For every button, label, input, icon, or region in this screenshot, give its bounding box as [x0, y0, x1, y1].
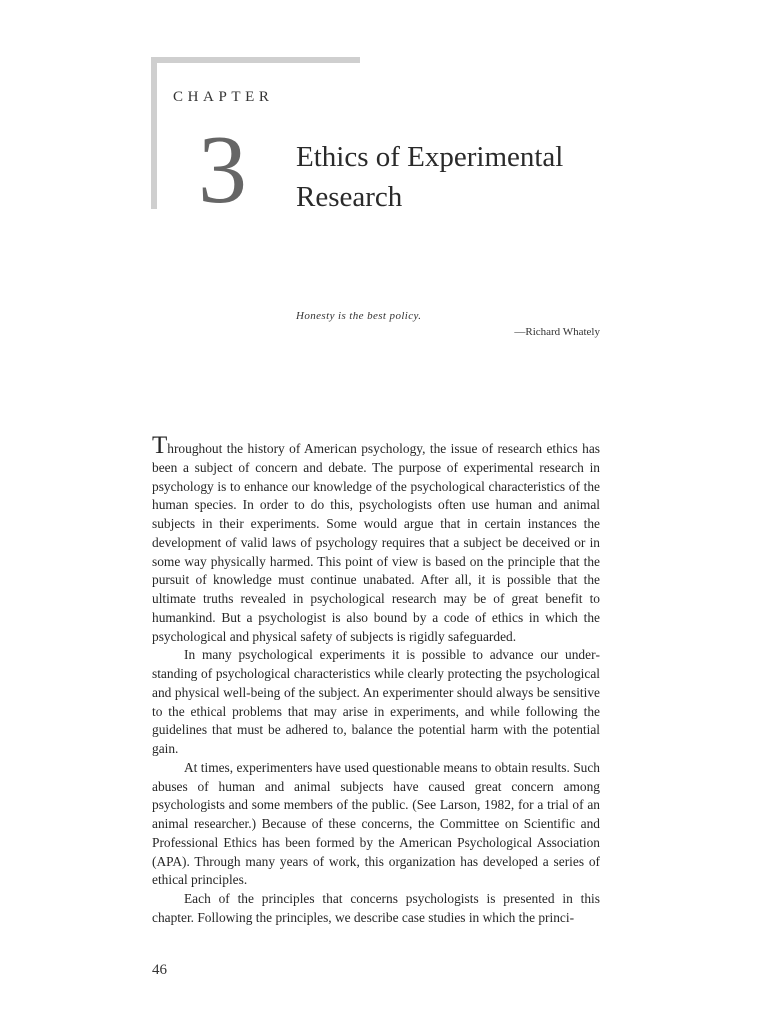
body-paragraph-1-text: hroughout the history of American psychology, the issue of research ethics has been a subject of concern and debate. The purpose of experimental research in psychology is to enhance our knowledge of the psychological characteristics of the human species. In order to do this, psychologists often use human and animal subjects in their experiments. Some would argue that in certain instances the development of valid laws of psychology requires that a subject be deceived or in some way physically harmed. This point of view is based on the principle that the pursuit of knowledge must continue unabated. After all, it is possible that the ultimate truths revealed in psychological research may be of great benefit to humankind. But a psychologist is also bound by a code of ethics in which the psychological and physical safety of subjects is rigidly safeguarded.	[152, 441, 600, 644]
chapter-label: CHAPTER	[173, 89, 274, 105]
chapter-title-line-1: Ethics of Experimental	[296, 141, 564, 173]
body-paragraph-3: At times, experimenters have used questionable means to obtain results. Such abuses of human and animal subjects have caused great concern among psychologists and some members of the public. (See Larson, 1982, for a trial of an animal researcher.) Because of these concerns, the Committee on Scientific and Professional Ethics has been formed by the American Psychological Association (APA). Through many years of work, this organization has developed a series of ethical principles.	[152, 759, 600, 888]
epigraph-attribution: —Richard Whately	[514, 326, 600, 338]
epigraph	[296, 310, 600, 338]
page-number: 46	[152, 962, 167, 978]
body-paragraph-4: Each of the principles that concerns psychologists is presented in this chapter. Following the principles, we describe case studies in which the princi-	[152, 891, 600, 925]
body-paragraph-1	[152, 432, 600, 646]
chapter-number: 3	[198, 116, 247, 224]
chapter-bracket-left-rule	[151, 57, 157, 209]
drop-initial: T	[152, 432, 168, 459]
chapter-title	[296, 137, 616, 217]
epigraph-quote: Honesty is the best policy.	[296, 310, 422, 322]
body-text	[152, 432, 600, 928]
chapter-bracket-top-rule	[151, 57, 360, 63]
chapter-title-line-2: Research	[296, 181, 403, 213]
body-paragraph-2: In many psychological experiments it is possible to advance our understanding of psychological characteristics while clearly protecting the psychological and physical well-being of the subject. An experimenter should always be sensitive to the ethical problems that may arise in experiments, and while following the guidelines that must be adhered to, balance the potential harm with the potential gain.	[152, 647, 600, 756]
